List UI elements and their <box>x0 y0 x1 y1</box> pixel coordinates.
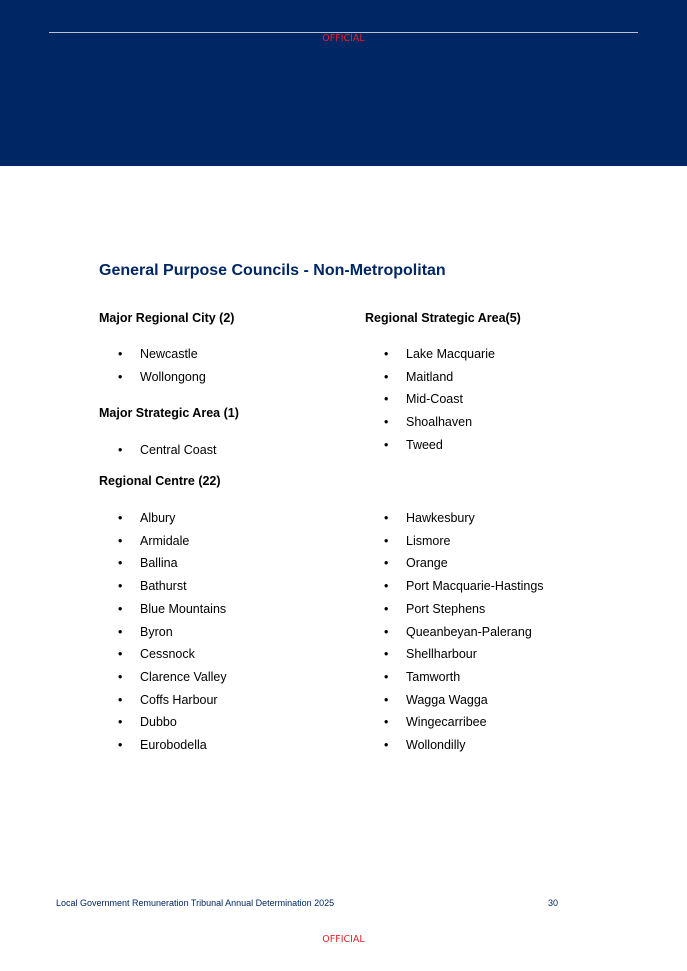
list-item: • Queanbeyan-Palerang <box>384 621 544 644</box>
list-item: • Cessnock <box>118 643 227 666</box>
list-item: • Armidale <box>118 530 227 553</box>
list-item: • Blue Mountains <box>118 598 227 621</box>
list-item: • Lismore <box>384 530 544 553</box>
list-item: • Wollondilly <box>384 734 544 757</box>
list-item: • Dubbo <box>118 711 227 734</box>
list-item: • Lake Macquarie <box>384 343 495 366</box>
heading-regional-centre: Regional Centre (22) <box>99 474 221 488</box>
header-banner <box>0 0 687 166</box>
list-item: • Ballina <box>118 552 227 575</box>
list-item: • Orange <box>384 552 544 575</box>
list-item: • Tweed <box>384 434 495 457</box>
list-item: • Wollongong <box>118 366 206 389</box>
list-major-regional-city <box>118 343 206 388</box>
list-item: • Coffs Harbour <box>118 689 227 712</box>
page-number: 30 <box>548 898 559 908</box>
list-item: • Byron <box>118 621 227 644</box>
list-item: • Newcastle <box>118 343 206 366</box>
heading-regional-strategic-area: Regional Strategic Area(5) <box>365 311 521 325</box>
list-regional-centre-right <box>384 507 544 757</box>
list-item: • Central Coast <box>118 439 216 462</box>
list-item: • Shoalhaven <box>384 411 495 434</box>
list-item: • Wagga Wagga <box>384 689 544 712</box>
heading-major-regional-city: Major Regional City (2) <box>99 311 235 325</box>
heading-major-strategic-area: Major Strategic Area (1) <box>99 406 239 420</box>
list-item: • Hawkesbury <box>384 507 544 530</box>
list-item: • Wingecarribee <box>384 711 544 734</box>
list-item: • Eurobodella <box>118 734 227 757</box>
list-item: • Albury <box>118 507 227 530</box>
footer-title: Local Government Remuneration Tribunal Annual Determination 2025 <box>56 898 335 908</box>
list-item: • Shellharbour <box>384 643 544 666</box>
list-item: • Bathurst <box>118 575 227 598</box>
list-regional-centre-left <box>118 507 227 757</box>
classification-label-bottom: OFFICIAL <box>322 934 365 945</box>
list-item: • Maitland <box>384 366 495 389</box>
list-item: • Mid-Coast <box>384 388 495 411</box>
classification-label-top: OFFICIAL <box>322 33 365 44</box>
list-item: • Tamworth <box>384 666 544 689</box>
list-item: • Port Stephens <box>384 598 544 621</box>
list-regional-strategic-area <box>384 343 495 457</box>
list-item: • Clarence Valley <box>118 666 227 689</box>
page-title: General Purpose Councils - Non-Metropolitan <box>99 262 446 279</box>
list-major-strategic-area <box>118 439 216 462</box>
list-item: • Port Macquarie-Hastings <box>384 575 544 598</box>
